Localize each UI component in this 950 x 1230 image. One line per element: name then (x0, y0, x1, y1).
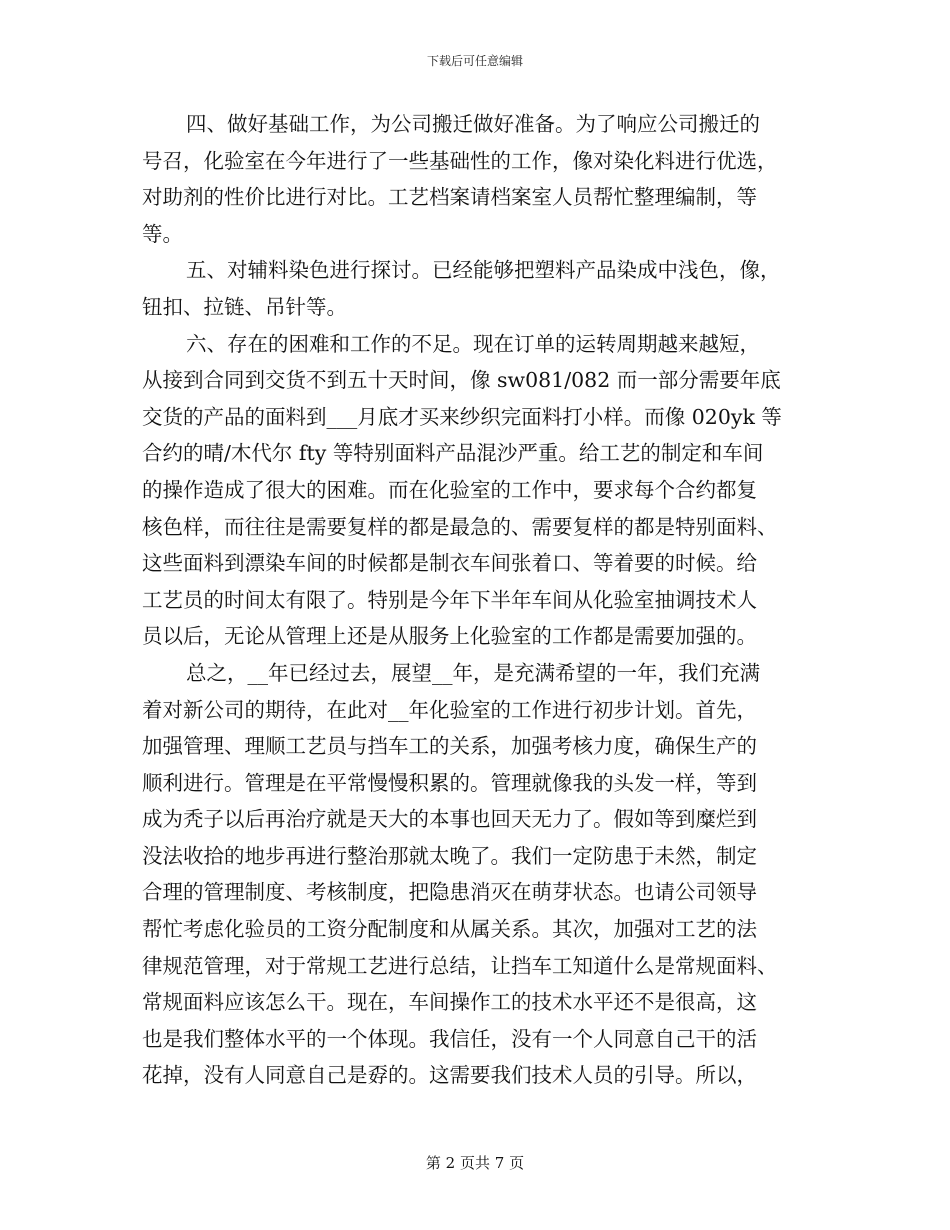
page-header: 下载后可任意编辑 (426, 54, 523, 68)
page-number: 第 2 页共 7 页 (425, 1154, 525, 1172)
paragraph-6 (142, 326, 808, 655)
text-line: 号召，化验室在今年进行了一些基础性的工作，像对染化料进行优选， (142, 148, 778, 173)
paragraph-summary (142, 655, 808, 1094)
text-line: 的操作造成了很大的困难。而在化验室的工作中，要求每个合约都复 (142, 477, 757, 502)
text-line: 钮扣、拉链、吊针等。 (142, 294, 347, 319)
text-line: 六、存在的困难和工作的不足。现在订单的运转周期越来越短， (186, 331, 760, 356)
text-line: 律规范管理，对于常规工艺进行总结，让挡车工知道什么是常规面料、 (142, 953, 778, 978)
text-line: 对助剂的性价比进行对比。工艺档案请档案室人员帮忙整理编制，等 (142, 185, 757, 210)
text-line: 合理的管理制度、考核制度，把隐患消灭在萌芽状态。也请公司领导 (142, 880, 757, 905)
document-body (142, 106, 808, 1094)
paragraph-5 (142, 252, 808, 325)
text-line: 也是我们整体水平的一个体现。我信任，没有一个人同意自己干的活 (142, 1026, 757, 1051)
text-line: 四、做好基础工作，为公司搬迁做好准备。为了响应公司搬迁的 (186, 112, 760, 136)
text-line: 交货的产品的面料到___月底才买来纱织完面料打小样。而像 020yk 等 (142, 404, 782, 429)
text-line: 没法收拾的地步再进行整治那就太晚了。我们一定防患于未然，制定 (142, 843, 757, 868)
paragraph-4 (142, 106, 808, 252)
text-line: 从接到合同到交货不到五十天时间，像 sw081/082 而一部分需要年底 (142, 368, 781, 393)
text-line: 五、对辅料染色进行探讨。已经能够把塑料产品染成中浅色，像， (186, 258, 781, 283)
text-line: 加强管理、理顺工艺员与挡车工的关系，加强考核力度，确保生产的 (142, 734, 757, 759)
text-line: 总之，__年已经过去，展望__年，是充满希望的一年，我们充满 (186, 660, 760, 685)
text-line: 花掉，没有人同意自己是孬的。这需要我们技术人员的引导。所以， (142, 1063, 757, 1088)
text-line: 着对新公司的期待，在此对__年化验室的工作进行初步计划。首先， (142, 697, 757, 722)
text-line: 合约的晴/木代尔 fty 等特别面料产品混沙严重。给工艺的制定和车间 (142, 441, 764, 466)
text-line: 员以后，无论从管理上还是从服务上化验室的工作都是需要加强的。 (142, 624, 757, 649)
text-line: 成为秃子以后再治疗就是天大的本事也回天无力了。假如等到糜烂到 (142, 807, 757, 832)
text-line: 等。 (142, 221, 183, 246)
text-line: 这些面料到漂染车间的时候都是制衣车间张着口、等着要的时候。给 (142, 551, 757, 576)
text-line: 顺利进行。管理是在平常慢慢积累的。管理就像我的头发一样，等到 (142, 770, 757, 795)
text-line: 常规面料应该怎么干。现在，车间操作工的技术水平还不是很高，这 (142, 990, 757, 1015)
text-line: 工艺员的时间太有限了。特别是今年下半年车间从化验室抽调技术人 (142, 587, 757, 612)
text-line: 核色样，而往往是需要复样的都是最急的、需要复样的都是特别面料、 (142, 514, 778, 539)
text-line: 帮忙考虑化验员的工资分配制度和从属关系。其次，加强对工艺的法 (142, 917, 757, 942)
